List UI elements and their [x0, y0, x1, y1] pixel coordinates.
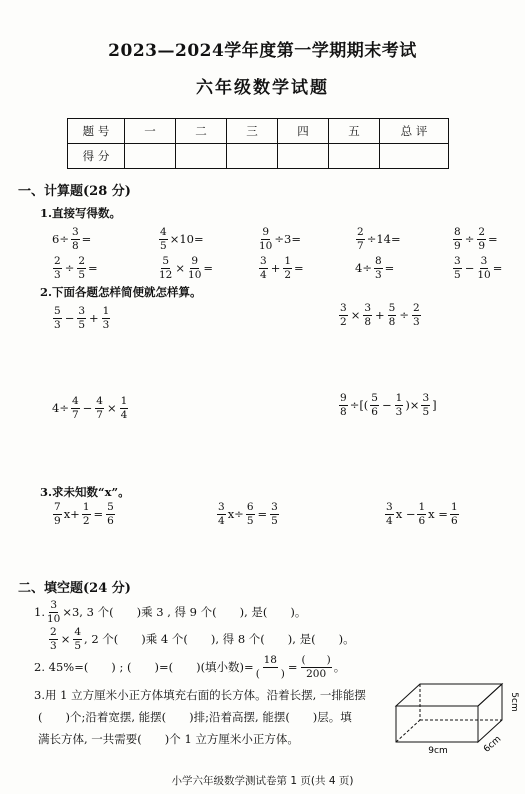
q1-item-suffix: = — [384, 261, 395, 275]
operator: ÷ — [64, 261, 75, 275]
q1-item-suffix: ÷3= — [274, 232, 301, 246]
fraction: $\frac{1}{2}$ — [284, 255, 292, 281]
fraction: $\frac{4}{5}$ — [160, 226, 167, 252]
cuboid-width-label: 6cm — [482, 734, 504, 755]
question-text[interactable]: , 2 个( )乘 4 个( ), 得 8 个( ), 是( )。 — [84, 632, 355, 646]
expression-text: )× — [405, 398, 420, 412]
fraction: $\frac{3}{5}$ — [454, 255, 461, 281]
operator: × — [350, 308, 361, 322]
q1-item — [158, 256, 213, 280]
fraction: $\frac{3}{2}$ — [340, 302, 347, 328]
q1-item — [355, 256, 394, 280]
score-input-cell[interactable] — [176, 144, 227, 169]
page-footer: 小学六年级数学测试卷第 1 页(共 4 页) — [171, 775, 354, 787]
fraction: $\frac{3}{8}$ — [364, 302, 372, 328]
fraction: $\frac{9}{8}$ — [340, 392, 347, 418]
fraction: $\frac{8}{3}$ — [374, 255, 382, 281]
fraction: $\frac{2}{9}$ — [478, 226, 486, 252]
score-table — [67, 118, 449, 169]
fraction: $\frac{3}{8}$ — [71, 226, 79, 252]
q1-item — [158, 227, 204, 251]
operator: + — [270, 261, 281, 275]
fraction: $\frac{3}{4}$ — [218, 501, 225, 527]
fraction: $\frac{1}{3}$ — [395, 392, 403, 418]
score-row-label: 得 分 — [68, 144, 125, 169]
q1-item-suffix: ×10= — [169, 232, 204, 246]
fraction: $\frac{( )}{200}$ — [301, 654, 331, 680]
score-header-cell: 一 — [125, 119, 176, 144]
q1-item-suffix: = — [81, 232, 92, 246]
fraction: $\frac{8}{9}$ — [454, 226, 461, 252]
fraction: $\frac{2}{7}$ — [357, 226, 364, 252]
fraction: $\frac{5}{6}$ — [107, 501, 114, 527]
fraction: $\frac{3}{5}$ — [422, 392, 430, 418]
operator: × — [106, 401, 117, 415]
q1-item — [452, 256, 502, 280]
fraction: $\frac{5}{3}$ — [54, 305, 61, 331]
fraction: $\frac{3}{5}$ — [271, 501, 278, 527]
q1-item-suffix: = — [492, 261, 503, 275]
fraction: $\frac{1}{6}$ — [450, 501, 458, 527]
score-table-score-row — [68, 144, 449, 169]
q1-item — [355, 227, 401, 251]
fraction: $\frac{1}{2}$ — [82, 501, 90, 527]
operator: × — [175, 261, 186, 275]
section2-title: 二、填空题(24 分) — [18, 581, 131, 596]
equation-text: x÷ — [227, 507, 244, 521]
q1-title: 1.直接写得数。 — [40, 206, 122, 220]
fraction: $\frac{4}{7}$ — [96, 395, 103, 421]
cuboid-top-face — [396, 684, 502, 706]
fraction: $\frac{1}{3}$ — [102, 305, 110, 331]
equation-text: x = — [428, 507, 448, 521]
cuboid-height-label: 5cm — [509, 692, 519, 712]
fraction: $\frac{3}{10}$ — [46, 599, 61, 625]
fill-question-1a — [34, 600, 306, 624]
fraction: $\frac{5}{6}$ — [371, 392, 378, 418]
q2-expression-1 — [52, 306, 111, 330]
fraction: $\frac{4}{5}$ — [74, 626, 82, 652]
fraction: $\frac{6}{5}$ — [246, 501, 254, 527]
score-header-cell: 二 — [176, 119, 227, 144]
q1-item — [452, 227, 498, 251]
fraction: $\frac{3}{5}$ — [78, 305, 86, 331]
score-header-cell: 题 号 — [68, 119, 125, 144]
question-line[interactable]: ( )个;沿着宽摆, 能摆( )排;沿着高摆, 能摆( )层。填 — [38, 710, 352, 724]
fraction: $\frac{18}{( )}$ — [255, 654, 285, 680]
fraction: $\frac{2}{3}$ — [50, 626, 57, 652]
cuboid-diagram — [392, 676, 520, 756]
equals-sign: = — [287, 660, 298, 674]
fraction: $\frac{2}{3}$ — [54, 255, 61, 281]
operator: − — [82, 401, 93, 415]
score-input-cell[interactable] — [227, 144, 278, 169]
score-input-cell[interactable] — [278, 144, 329, 169]
q1-item-prefix: 6÷ — [52, 232, 69, 246]
question-text[interactable]: ×3, 3 个( )乘 3 , 得 9 个( ), 是( )。 — [62, 605, 307, 619]
fraction: $\frac{5}{8}$ — [388, 302, 396, 328]
q1-item — [52, 256, 98, 280]
operator: − — [381, 398, 392, 412]
equation-text: x − — [395, 507, 416, 521]
score-header-cell: 四 — [278, 119, 329, 144]
q2-title: 2.下面各题怎样简便就怎样算。 — [40, 285, 202, 299]
cuboid-hidden-edge — [396, 720, 420, 742]
fraction: $\frac{5}{12}$ — [159, 255, 173, 281]
q3-title: 3.求未知数“x”。 — [40, 485, 130, 499]
operator: + — [89, 311, 99, 325]
cuboid-length-label: 9cm — [428, 746, 448, 756]
q2-expression-4 — [338, 393, 437, 417]
operator: − — [464, 261, 475, 275]
operator: × — [60, 632, 71, 646]
expression-text: ] — [432, 398, 437, 412]
q1-item — [52, 227, 91, 251]
q1-item-suffix: = — [88, 261, 98, 275]
fraction: $\frac{7}{9}$ — [54, 501, 61, 527]
expression-text: ÷[( — [349, 398, 369, 412]
q3-equation-3 — [384, 502, 460, 526]
exam-title: 2023—2024学年度第一学期期末考试 — [108, 41, 417, 61]
fill-question-3 — [34, 684, 366, 750]
score-header-cell: 总 评 — [380, 119, 449, 144]
fraction: $\frac{1}{6}$ — [418, 501, 426, 527]
question-number: 1. — [34, 605, 45, 619]
fraction: $\frac{2}{5}$ — [78, 255, 86, 281]
score-input-cell[interactable] — [380, 144, 449, 169]
fraction: $\frac{3}{4}$ — [260, 255, 267, 281]
question-text: 。 — [333, 660, 346, 674]
question-text[interactable]: 2. 45%=( ) ; ( )=( )(填小数)= — [34, 660, 254, 674]
q1-item — [258, 256, 304, 280]
q3-equation-1 — [52, 502, 116, 526]
cuboid-front-face — [396, 706, 478, 742]
fill-question-1b — [48, 627, 355, 651]
question-line[interactable]: 满长方体, 一共需要( )个 1 立方厘米小正方体。 — [38, 732, 299, 746]
equals-sign: = — [257, 507, 268, 521]
score-table-header-row — [68, 119, 449, 144]
operator: ÷ — [464, 232, 475, 246]
q1-item-suffix: = — [203, 261, 214, 275]
question-line[interactable]: 3.用 1 立方厘米小正方体填充右面的长方体。沿着长摆, 一排能摆 — [34, 688, 366, 702]
q1-item-suffix: = — [294, 261, 304, 275]
equals-sign: = — [93, 507, 104, 521]
section1-title: 一、计算题(28 分) — [18, 184, 131, 199]
q1-item-suffix: ÷14= — [366, 232, 401, 246]
q1-item-suffix: = — [488, 232, 498, 246]
score-input-cell[interactable] — [125, 144, 176, 169]
fraction: $\frac{1}{4}$ — [120, 395, 128, 421]
fraction: $\frac{3}{4}$ — [386, 501, 393, 527]
fraction: $\frac{3}{10}$ — [477, 255, 491, 281]
cuboid-side-face — [478, 684, 502, 742]
fraction: $\frac{4}{7}$ — [71, 395, 79, 421]
score-input-cell[interactable] — [329, 144, 380, 169]
operator: − — [64, 311, 75, 325]
q1-item-prefix: 4÷ — [355, 261, 372, 275]
fraction: $\frac{9}{10}$ — [188, 255, 202, 281]
fill-question-2 — [34, 655, 345, 679]
q2-expression-2 — [338, 303, 422, 327]
score-header-cell: 三 — [227, 119, 278, 144]
fraction: $\frac{9}{10}$ — [259, 226, 273, 252]
q2-expression-3 — [52, 396, 129, 420]
operator: + — [375, 308, 385, 322]
operator: ÷ — [399, 308, 409, 322]
score-header-cell: 五 — [329, 119, 380, 144]
equation-text: x+ — [63, 507, 80, 521]
q3-equation-2 — [216, 502, 280, 526]
q1-item — [258, 227, 301, 251]
fraction: $\frac{2}{3}$ — [412, 302, 420, 328]
exam-subtitle: 六年级数学试题 — [196, 78, 329, 98]
expression-prefix: 4÷ — [52, 401, 69, 415]
